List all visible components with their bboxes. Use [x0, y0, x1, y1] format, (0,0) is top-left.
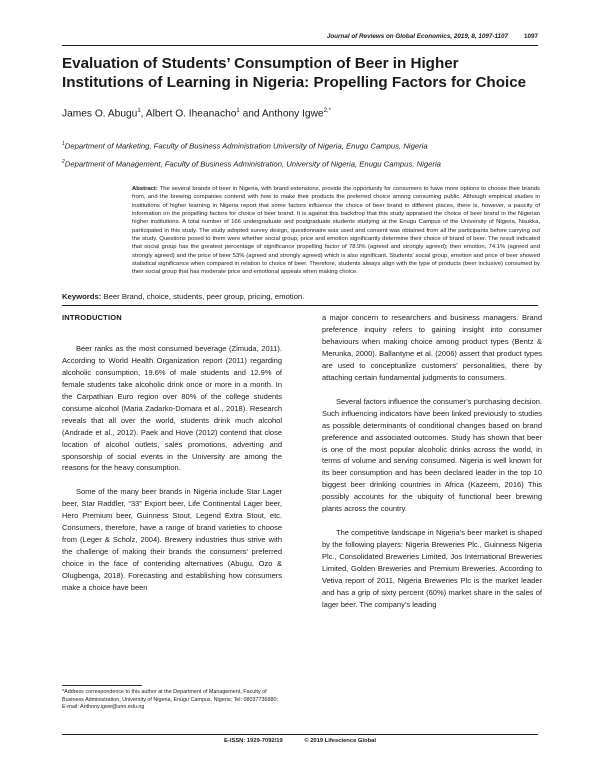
page-number: 1097 [523, 33, 538, 40]
left-column [62, 312, 282, 606]
affiliation-mark: 1 [62, 141, 65, 147]
author-affiliation-mark: 2,* [323, 108, 331, 114]
author-name: Albert O. Iheanacho [145, 108, 237, 120]
affiliation-mark: 2 [62, 159, 65, 165]
abstract-text: The several brands of beer in Nigeria, with brand extensions, provide the opportunity for consumers to have more options to choose their brands from, and the brewing companies contend with how to make their products the preferred choice among consuming public. Although empirical studies in institutions of higher learning in Nigeria report that some factors influence the choice of beer brand in different places, there is, however, a paucity of information on the propelling factors for choice of beer brand. It is against this backdrop that this study appraised the choice of beer brand in the Nigerian higher institutions. A total number of 166 undergraduate and postgraduate students studying at the Enugu Campus of the University of Nigeria, Nsukka, participated in this study. The study adopted survey design, questionnaire was used and consent was obtained from all the participants before carrying out the study. Questions posed to them were whether social group, price and emotion significantly determine their choice of brand of beer. The result indicated that social group has the greatest percentage of significance propelling factor of 78.9% (agreed and strongly agreed); then emotion, 74.1% (agreed and strongly agreed) and the price of beer 53% (agreed and strongly agreed) which is also significant. Students’ social group, emotion and price of beer showed statistical significance when compared in relation to choice of beer. Therefore, students always align with the type of products (beer inclusive) consumed by their social group that has moderate price and emotional appeals when making choice. [132, 186, 541, 276]
affiliation-1 [62, 139, 540, 152]
affiliation-text: Department of Marketing, Faculty of Business Administration University of Nigeria, Enugu Campus, Nigeria [64, 141, 428, 151]
footnote-rule [62, 685, 142, 686]
copyright: © 2019 Lifescience Global [304, 738, 376, 744]
body-paragraph: The competitive landscape in Nigeria’s beer market is shaped by the following players: Nigeria Breweries Plc., Guinness Nigeria Plc., Consolidated Breweries Limited, Jos International Breweries Limited, Golden Breweries and Premium Breweries. According to Vetiva report of 2011, Nigeria Breweries Plc is the market leader and has a grip of sixty percent (60%) market share in the sales of lager beer. The company’s leading [322, 528, 542, 609]
author-name: James O. Abugu [62, 108, 138, 120]
abstract [132, 185, 540, 277]
correspondence-footnote: *Address correspondence to this author at the Department of Management, Faculty of Business Administration, University of Nigeria, Enugu Campus, Nigeria; Tel: 08037736880; E-mail: Anthony.igwe@unn.edu.ng [62, 689, 278, 711]
running-head [62, 33, 538, 44]
author-affiliation-mark: 1 [137, 108, 141, 114]
header-rule [62, 45, 538, 46]
affiliation-text: Department of Management, Faculty of Business Administration, University of Nigeria, Enugu Campus, Nigeria [64, 159, 441, 169]
journal-citation: Journal of Reviews on Global Economics, 2019, 8, 1097-1107 [326, 33, 508, 40]
author-list [62, 108, 331, 119]
body-paragraph: Beer ranks as the most consumed beverage (Zimuda, 2011). According to World Health Organization report (2011) regarding alcoholic consumption, 19.6% of male students and 12.9% of female students take alcoholic drink once or more in a month. In the Carpathian Euro region over 80% of the college students consume alcohol (Maria Zadarko-Domara et al., 2018). Research reveals that all over the world, students drink much alcohol (Andrade et al., 2012). Paek and Hove (2012) contend that close location of alcohol outlets, sales promotions, adverting and sponsorship of social events in the University are among the reasons for the heavy consumption. [62, 343, 282, 473]
keywords-text: Beer Brand, choice, students, peer group, pricing, emotion. [103, 292, 305, 301]
section-heading: INTRODUCTION [62, 313, 122, 322]
keywords-label: Keywords: [62, 292, 102, 301]
author-name: Anthony Igwe [261, 108, 324, 120]
keywords [62, 292, 540, 301]
paper-title: Evaluation of Students’ Consumption of Beer in Higher Institutions of Learning in Nigeria: Propelling Factors for Choice [62, 55, 527, 91]
affiliation-2 [62, 157, 540, 170]
author-affiliation-mark: 1 [236, 108, 240, 114]
author-separator: , [140, 108, 146, 120]
right-column [322, 312, 542, 623]
author-separator: and [239, 108, 262, 120]
body-paragraph: Some of the many beer brands in Nigeria include Star Lager beer, Star Raddler, “33” Export beer, Life Continental Lager beer, Hero Premium beer, Guinness Stout, Legend Extra Stout, etc. Consumers, therefore, have a range of brand varieties to choose from (Leger & Scholz, 2004). Brewery industries thus strive with the challenge of making their brands the consumers’ preferred choice in the face of contending alternatives (Abugu, Ozo & Olugbenga, 2018). Forecasting and establishing how consumers make a choice have been [62, 487, 282, 593]
page-footer [0, 738, 600, 744]
abstract-label: Abstract: [132, 186, 158, 192]
keywords-rule [62, 305, 538, 306]
footer-rule [62, 734, 538, 735]
body-paragraph: a major concern to researchers and business managers. Brand preference inquiry refers to gaining insight into consumer behaviours when making choice among product types (Bentz & Merunka, 2000). Ballantyne et al. (2006) assert that product types are used to conceptualize customers’ personalities, there by attaching certain fundamental judgments to consumers. [322, 313, 542, 382]
body-paragraph: Several factors influence the consumer’s purchasing decision. Such influencing indicators have been linked previously to studies as possible determinants of conditional changes based on brand preference and associated outcomes. Study has shown that beer is one of the most popular alcoholic drinks across the world, in terms of volume and serving consumed. Nigeria is well known for its beer consumption and has been declared leader in the top 10 biggest beer drinking countries in Africa (Kazeem, 2016) This possibly accounts for the ubiquity of functional beer brewing plants across the country. [322, 396, 542, 514]
issn: E-ISSN: 1929-7092/19 [224, 738, 283, 744]
